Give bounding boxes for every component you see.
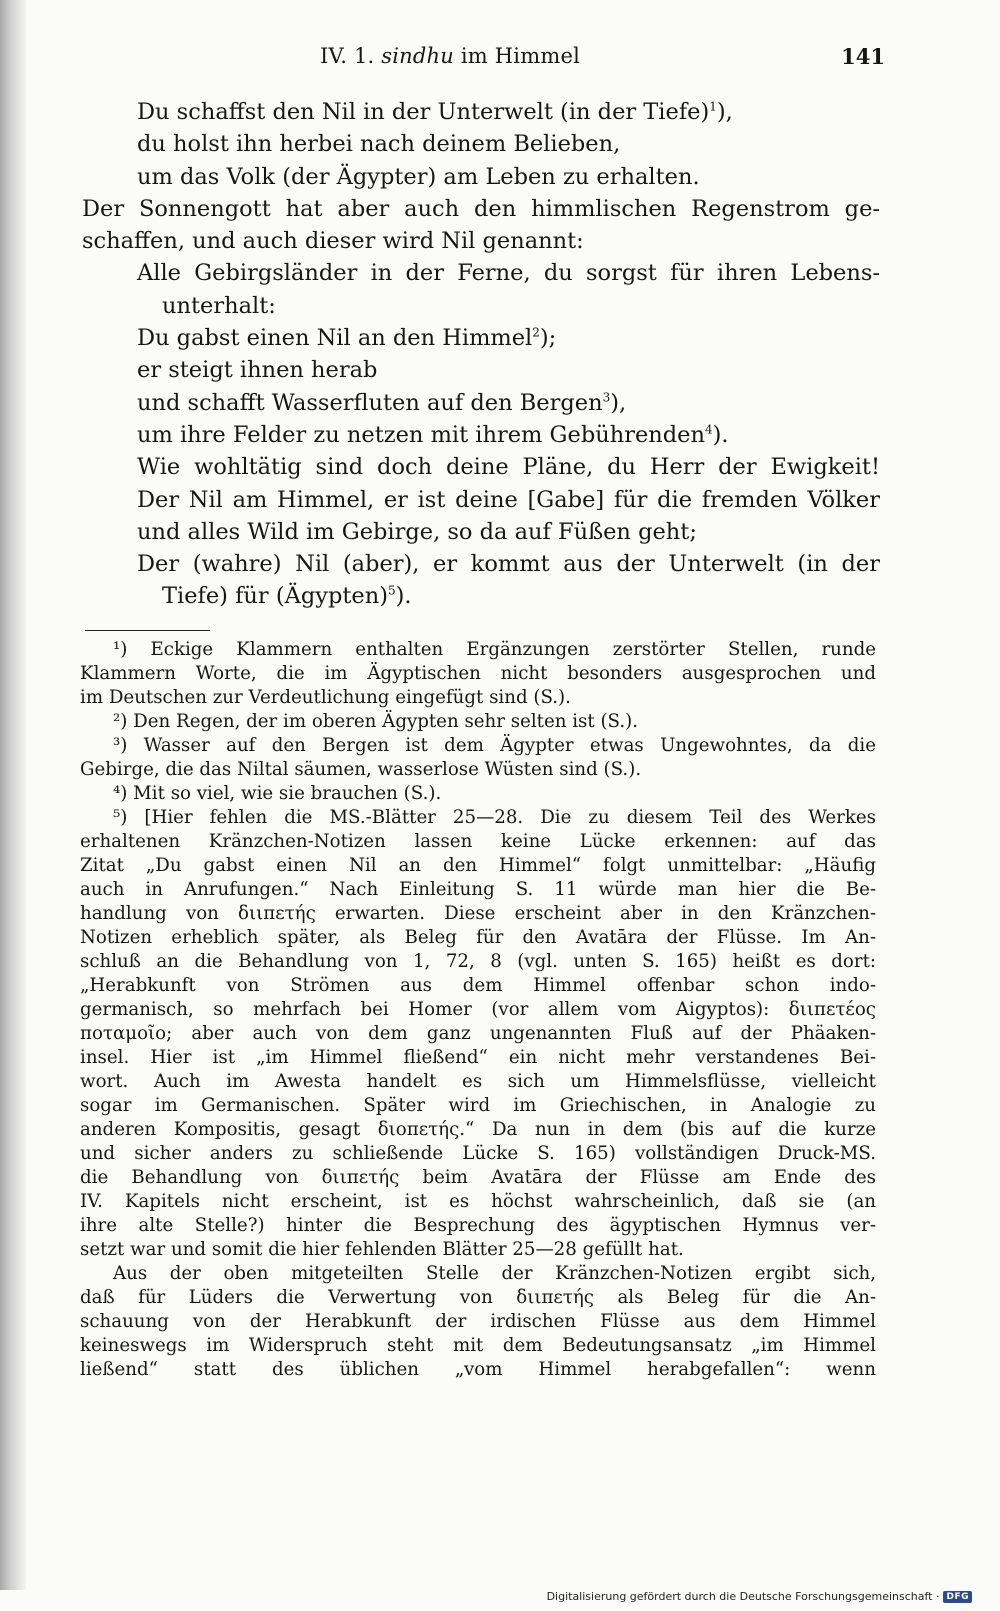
text-line bbox=[82, 128, 880, 160]
footnote-line: im Deutschen zur Verdeutlichung eingefügt sind (S.). bbox=[80, 687, 571, 708]
line-text: Tiefe) für (Ägypten) bbox=[162, 583, 388, 610]
text-line bbox=[82, 419, 880, 451]
footnote-line: germanisch, so mehrfach bei Homer (vor allem vom Aigyptos): διιπετέος bbox=[80, 999, 876, 1020]
footnote-line: „Herabkunft von Strömen aus dem Himmel offenbar schon indo- bbox=[80, 975, 876, 996]
text-line bbox=[82, 516, 880, 548]
line-text: du holst ihn herbei nach deinem Belieben, bbox=[137, 131, 621, 158]
binding-shadow bbox=[0, 0, 26, 1590]
line-tail: ), bbox=[716, 99, 733, 125]
line-text: um ihre Felder zu netzen mit ihrem Gebührenden bbox=[137, 421, 705, 448]
footnote-line: Zitat „Du gabst einen Nil an den Himmel“ folgt unmittelbar: „Häufig bbox=[80, 855, 876, 876]
footnote-line: insel. Hier ist „im Himmel fließend“ ein nicht mehr verstandenes Bei- bbox=[80, 1047, 876, 1068]
footnote-line: Aus der oben mitgeteilten Stelle der Kränzchen-Notizen ergibt sich, bbox=[113, 1263, 876, 1284]
text-line bbox=[82, 387, 880, 419]
main-text bbox=[82, 96, 880, 613]
footnote-marker: 5 bbox=[388, 583, 396, 598]
footnote-line: die Behandlung von διιπετής beim Avatāra der Flüsse am Ende des bbox=[80, 1167, 876, 1188]
footnote-line: ¹) Eckige Klammern enthalten Ergänzungen zerstörter Stellen, runde bbox=[113, 639, 876, 660]
footnote-line: ihre alte Stelle?) hinter die Besprechung des ägyptischen Hymnus ver- bbox=[80, 1215, 876, 1236]
footnote-marker: 2 bbox=[532, 325, 540, 340]
footnote-line: anderen Kompositis, gesagt διοπετής.“ Da nun in dem (bis auf die kurze bbox=[80, 1119, 876, 1140]
footnote-line: setzt war und somit die hier fehlenden Blätter 25—28 gefüllt hat. bbox=[80, 1239, 684, 1260]
footnote-line: schluß an die Behandlung von 1, 72, 8 (vgl. unten S. 165) heißt es dort: bbox=[80, 951, 876, 972]
text-line bbox=[82, 193, 880, 225]
footnote-line: sogar im Germanischen. Später wird im Griechischen, in Analogie zu bbox=[80, 1095, 876, 1116]
text-line bbox=[82, 225, 880, 257]
footnote-marker: 1 bbox=[709, 99, 717, 114]
line-text: er steigt ihnen herab bbox=[137, 357, 378, 384]
line-text: und alles Wild im Gebirge, so da auf Füßen geht; bbox=[137, 518, 697, 545]
footnote-line: ²) Den Regen, der im oberen Ägypten sehr selten ist (S.). bbox=[113, 711, 639, 732]
line-text: Du gabst einen Nil an den Himmel bbox=[137, 325, 533, 352]
line-text: schaffen, und auch dieser wird Nil genannt: bbox=[82, 228, 584, 255]
footnote-line: Gebirge, die das Niltal säumen, wasserlose Wüsten sind (S.). bbox=[80, 759, 642, 780]
footnote-line: wort. Auch im Awesta handelt es sich um Himmelsflüsse, vielleicht bbox=[80, 1071, 876, 1092]
line-tail: ). bbox=[712, 421, 729, 448]
text-line bbox=[82, 96, 880, 128]
dfg-logo: DFG bbox=[943, 1591, 972, 1603]
text-line bbox=[82, 290, 880, 322]
line-text: Wie wohltätig sind doch deine Pläne, du Herr der Ewigkeit! bbox=[137, 454, 880, 481]
title-italic: sindhu bbox=[381, 44, 454, 68]
line-tail: ); bbox=[539, 325, 557, 352]
line-tail: ). bbox=[395, 583, 412, 610]
title-rest: im Himmel bbox=[460, 44, 580, 68]
footnote-line: schauung von der Herabkunft der irdischen Flüsse aus dem Himmel bbox=[80, 1311, 876, 1332]
line-text: Der Nil am Himmel, er ist deine [Gabe] für die fremden Völker bbox=[137, 486, 880, 513]
running-head bbox=[80, 44, 885, 74]
footnote-line: ποταμοῖο; aber auch von dem ganz ungenannten Fluß auf der Phäaken- bbox=[80, 1023, 876, 1044]
footnote-marker: 4 bbox=[704, 422, 713, 437]
line-text: um das Volk (der Ägypter) am Leben zu erhalten. bbox=[137, 163, 700, 190]
chapter-number: IV. 1. bbox=[320, 44, 375, 68]
footnotes bbox=[80, 638, 876, 1382]
text-line bbox=[82, 451, 880, 483]
footnote-line: Notizen erheblich später, als Beleg für den Avatāra der Flüsse. Im An- bbox=[80, 927, 876, 948]
footnote-marker: 3 bbox=[602, 390, 611, 405]
text-line bbox=[82, 548, 880, 580]
line-text: unterhalt: bbox=[162, 292, 276, 319]
digitization-credit bbox=[547, 1590, 972, 1603]
line-text: und schafft Wasserfluten auf den Bergen bbox=[137, 389, 603, 416]
line-text: Alle Gebirgsländer in der Ferne, du sorgst für ihren Lebens- bbox=[137, 260, 880, 287]
line-text: Der Sonnengott hat aber auch den himmlischen Regenstrom ge- bbox=[82, 195, 880, 222]
text-line bbox=[82, 161, 880, 193]
footnote-line: keineswegs im Widerspruch steht mit dem Bedeutungsansatz „im Himmel bbox=[80, 1335, 876, 1356]
footnote-line: Klammern Worte, die im Ägyptischen nicht besonders ausgesprochen und bbox=[80, 663, 876, 684]
footnote-line: ließend“ statt des üblichen „vom Himmel herabgefallen“: wenn bbox=[80, 1359, 876, 1380]
footnote-line: ³) Wasser auf den Bergen ist dem Ägypter etwas Ungewohntes, da die bbox=[113, 735, 876, 756]
text-line bbox=[82, 322, 880, 354]
text-line bbox=[82, 257, 880, 289]
running-head-title bbox=[320, 44, 580, 68]
line-tail: ), bbox=[610, 389, 627, 416]
page-number: 141 bbox=[841, 44, 885, 69]
footnote-line: daß für Lüders die Verwertung von διιπετής als Beleg für die An- bbox=[80, 1287, 876, 1308]
line-text: Du schaffst den Nil in der Unterwelt (in der Tiefe) bbox=[137, 99, 710, 125]
footnote-line: und sicher anders zu schließende Lücke S. 165) vollständigen Druck-MS. bbox=[80, 1143, 876, 1164]
footnote-line: IV. Kapitels nicht erscheint, ist es höchst wahrscheinlich, daß sie (an bbox=[80, 1191, 876, 1212]
footnote-line: ⁴) Mit so viel, wie sie brauchen (S.). bbox=[113, 783, 442, 804]
footnote-line: ⁵) [Hier fehlen die MS.-Blätter 25—28. Die zu diesem Teil des Werkes bbox=[113, 807, 876, 828]
footnote-line: handlung von διιπετής erwarten. Diese erscheint aber in den Kränzchen- bbox=[80, 903, 876, 924]
line-text: Der (wahre) Nil (aber), er kommt aus der Unterwelt (in der bbox=[137, 551, 880, 578]
credit-text: Digitalisierung gefördert durch die Deutsche Forschungsgemeinschaft · bbox=[546, 1590, 940, 1603]
text-line bbox=[82, 580, 880, 612]
footnote-line: erhaltenen Kränzchen-Notizen lassen keine Lücke erkennen: auf das bbox=[80, 831, 876, 852]
footnote-line: auch in Anrufungen.“ Nach Einleitung S. 11 würde man hier die Be- bbox=[80, 879, 876, 900]
footnote-rule bbox=[85, 630, 210, 631]
text-line bbox=[82, 484, 880, 516]
text-line bbox=[82, 354, 880, 386]
